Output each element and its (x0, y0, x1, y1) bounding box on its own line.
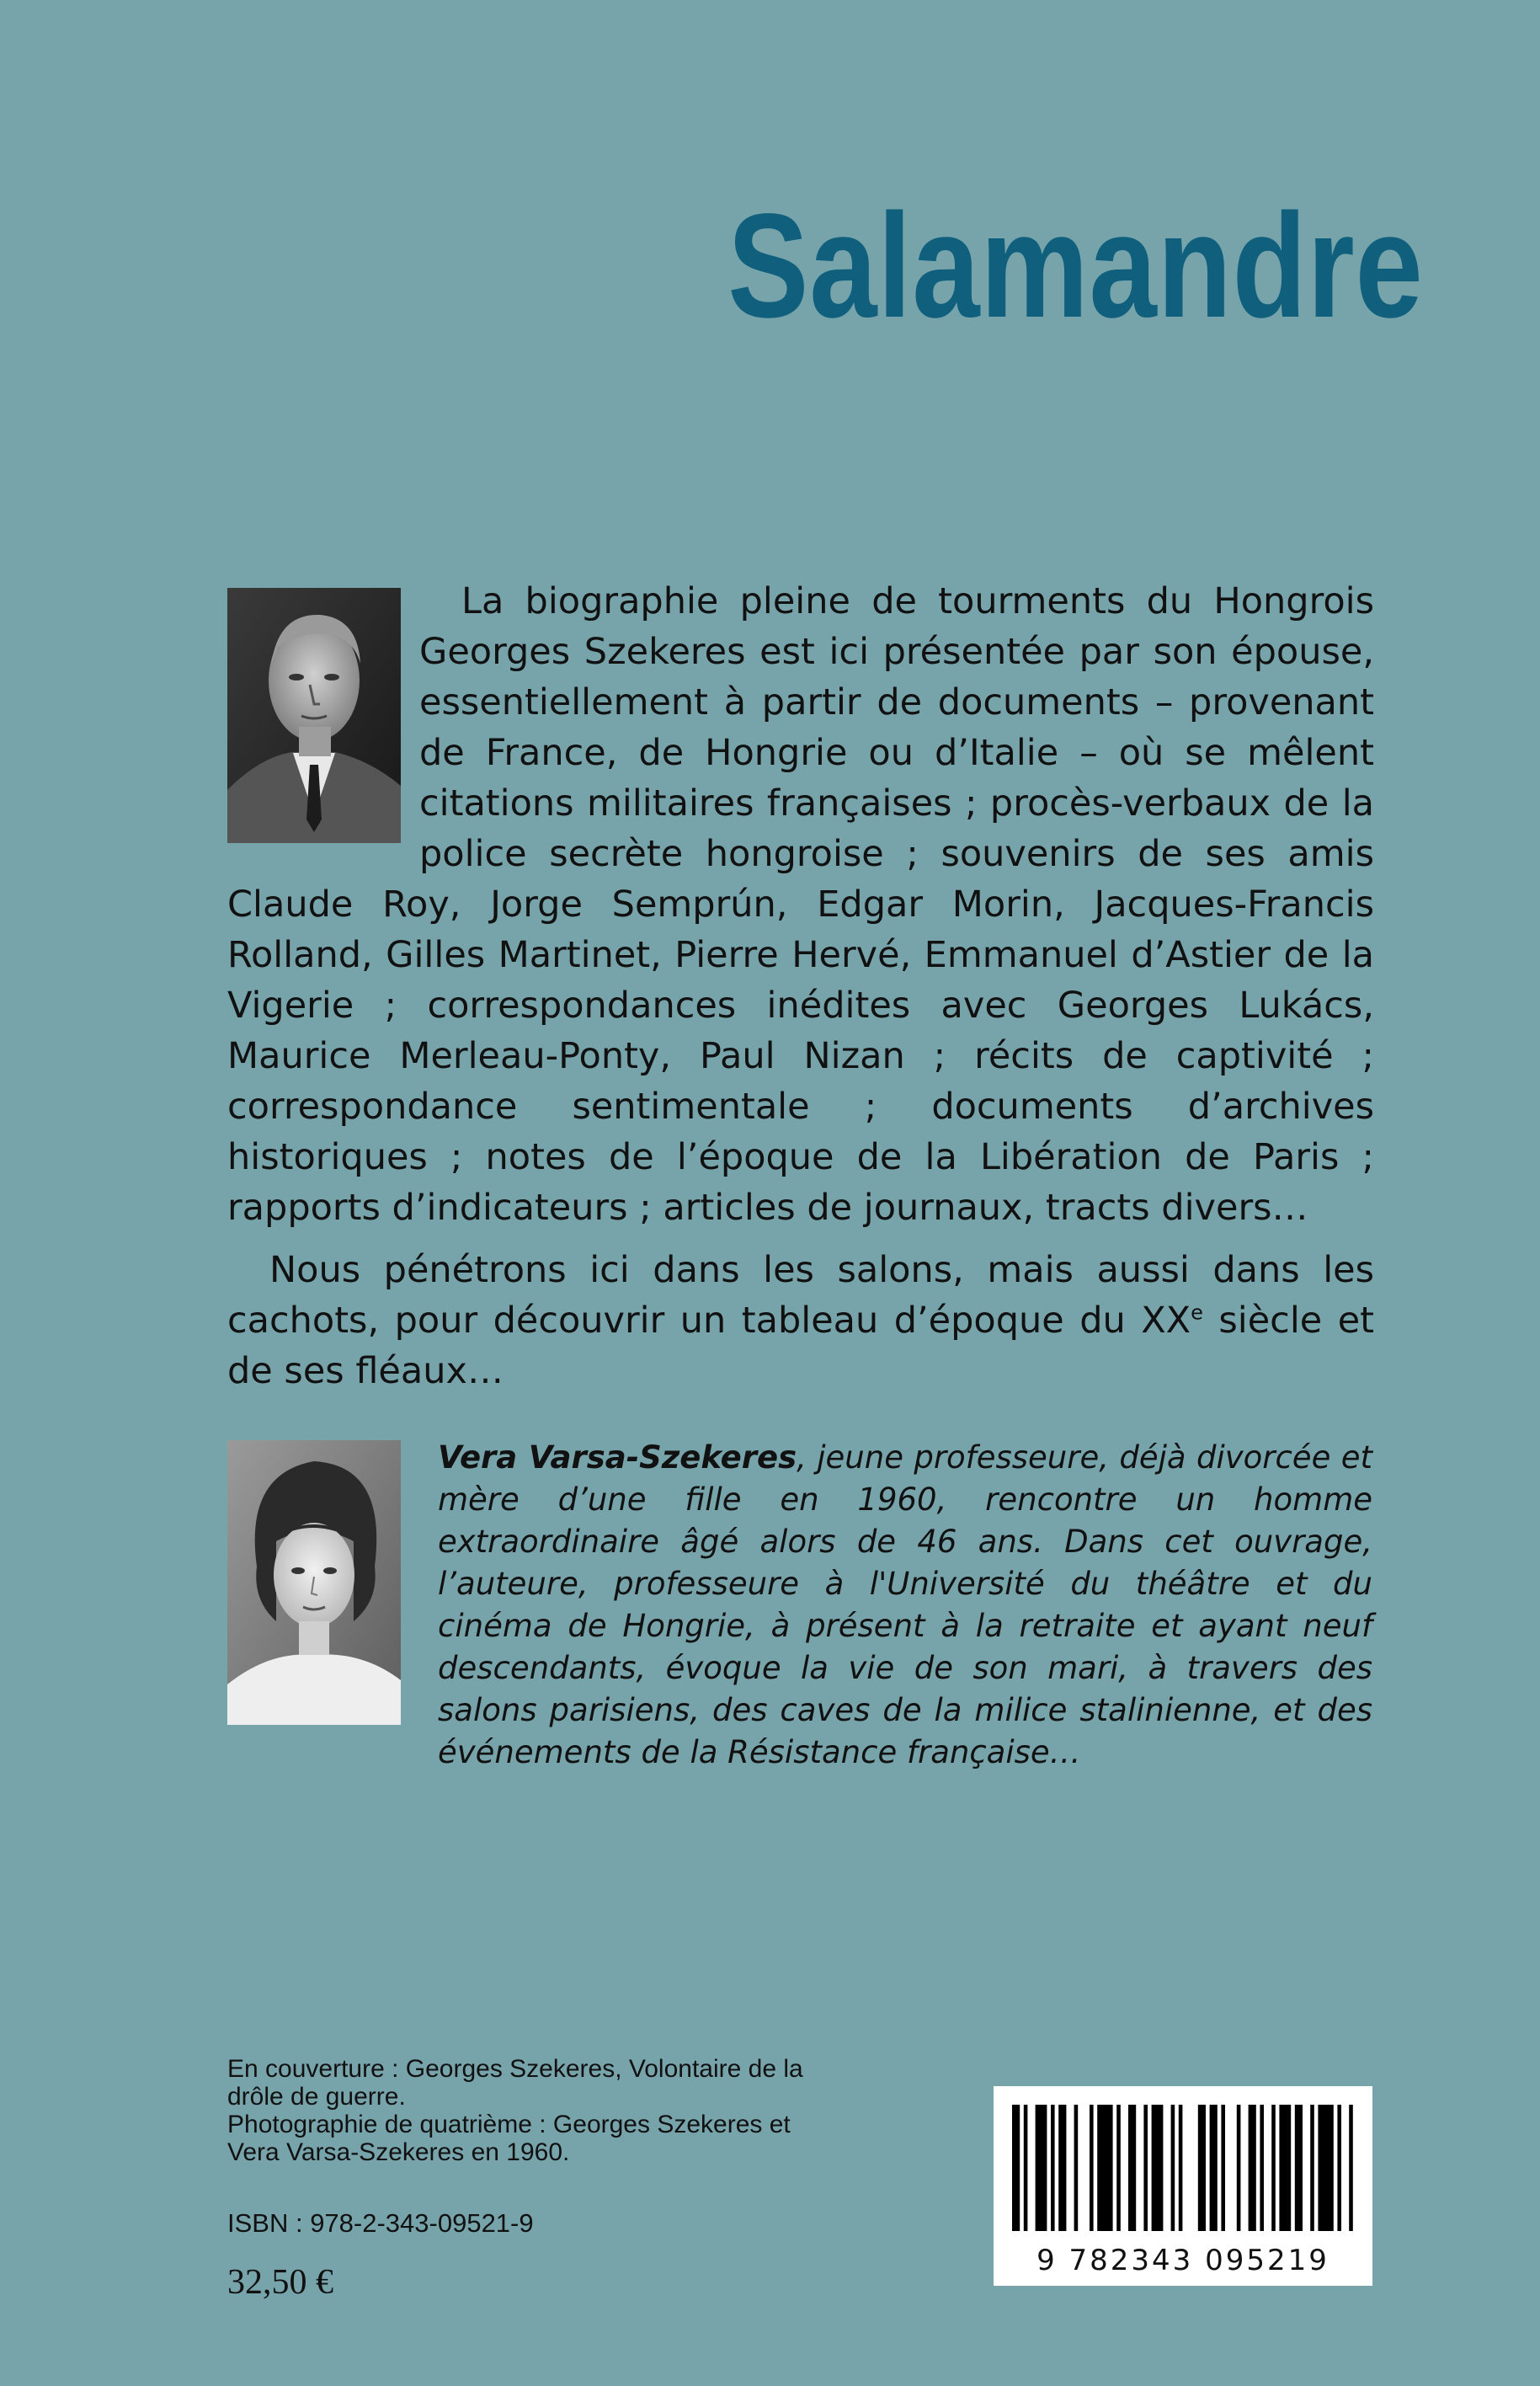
barcode-bar (1090, 2105, 1094, 2231)
summary-paragraph-2-start: Nous pénétrons ici dans les salons, mais aussi dans les cachots, pour découvrir un tableau d’époque du XX (227, 1249, 1374, 1342)
barcode-bar (1171, 2105, 1175, 2231)
barcode-bar (1279, 2105, 1291, 2231)
barcode-bar (1116, 2105, 1121, 2231)
barcode-bar (1260, 2105, 1264, 2231)
barcode-bar (1237, 2105, 1241, 2231)
author-name: Vera Varsa-Szekeres (438, 1439, 797, 1476)
author-bio (438, 1437, 1372, 1774)
barcode-bar (1249, 2105, 1256, 2231)
barcode-bar (1271, 2105, 1276, 2231)
barcode-bar (1036, 2105, 1047, 2231)
barcode-bar (1074, 2105, 1079, 2231)
barcode-digits: 9 782343 095219 (1036, 2244, 1330, 2277)
barcode-bar (1143, 2105, 1148, 2231)
photo-credits (227, 2055, 834, 2166)
barcode-bar (1295, 2105, 1303, 2231)
barcode-bar (1012, 2105, 1020, 2231)
barcode-bar (1058, 2105, 1066, 2231)
barcode-bar (1128, 2105, 1136, 2231)
barcode-bar (1051, 2105, 1055, 2231)
barcode-bar (1152, 2105, 1164, 2231)
portrait-vera-varsa-szekeres (227, 1440, 401, 1725)
back-photo-credit: Photographie de quatrième : Georges Szekeres et Vera Varsa-Szekeres en 1960. (227, 2111, 791, 2166)
barcode-bar (1221, 2105, 1225, 2231)
barcode-bar (1318, 2105, 1333, 2231)
barcode-bar (1310, 2105, 1314, 2231)
barcode-bar (1198, 2105, 1206, 2231)
summary-paragraph-1: La biographie pleine de tourments du Hongrois Georges Szekeres est ici présentée par son épouse, essentiellement à partir de documents – provenant de France, de Hongrie ou d’Italie – où se mêlent citations militaires françaises ; procès-verbaux de la police secrète hongroise ; souvenirs de ses amis Claude Roy, Jorge Semprún, Edgar Morin, Jacques-Francis Rolland, Gilles Martinet, Pierre Hervé, Emmanuel d’Astier de la Vigerie ; correspondances inédites avec Georges Lukács, Maurice Merleau-Ponty, Paul Nizan ; récits de captivité ; correspondance sentimentale ; documents d’archives historiques ; notes de l’époque de la Libération de Paris ; rapports d’indicateurs ; articles de journaux, tracts divers… (227, 580, 1374, 1229)
cover-credit: En couverture : Georges Szekeres, Volontaire de la drôle de guerre. (227, 2055, 803, 2111)
price: 32,50 € (227, 2263, 333, 2302)
barcode-bar (1337, 2105, 1341, 2231)
isbn: ISBN : 978-2-343-09521-9 (227, 2208, 534, 2238)
barcode-bar (1210, 2105, 1218, 2231)
century-superscript: e (1191, 1300, 1203, 1325)
barcode-bar (1179, 2105, 1183, 2231)
book-summary (227, 576, 1374, 1396)
barcode-bar (1349, 2105, 1353, 2231)
barcode (994, 2086, 1372, 2286)
summary-paragraph-2-end: siècle et de ses fléaux… (227, 1300, 1375, 1392)
author-bio-text: , jeune professeure, déjà divorcée et mère d’une fille en 1960, rencontre un homme extraordinaire âgé alors de 46 ans. Dans cet ouvrage, l’auteure, professeure à l'Université du théâtre et du cinéma de Hongrie, à présent à la retraite et ayant neuf descendants, évoque la vie de son mari, à travers des salons parisiens, des caves de la milice stalinienne, et des événements de la Résistance française… (438, 1439, 1372, 1770)
summary-paragraph-2 (227, 1245, 1374, 1396)
book-title: Salamandre (727, 184, 1424, 349)
barcode-bar (1097, 2105, 1112, 2231)
barcode-bar (1024, 2105, 1028, 2231)
